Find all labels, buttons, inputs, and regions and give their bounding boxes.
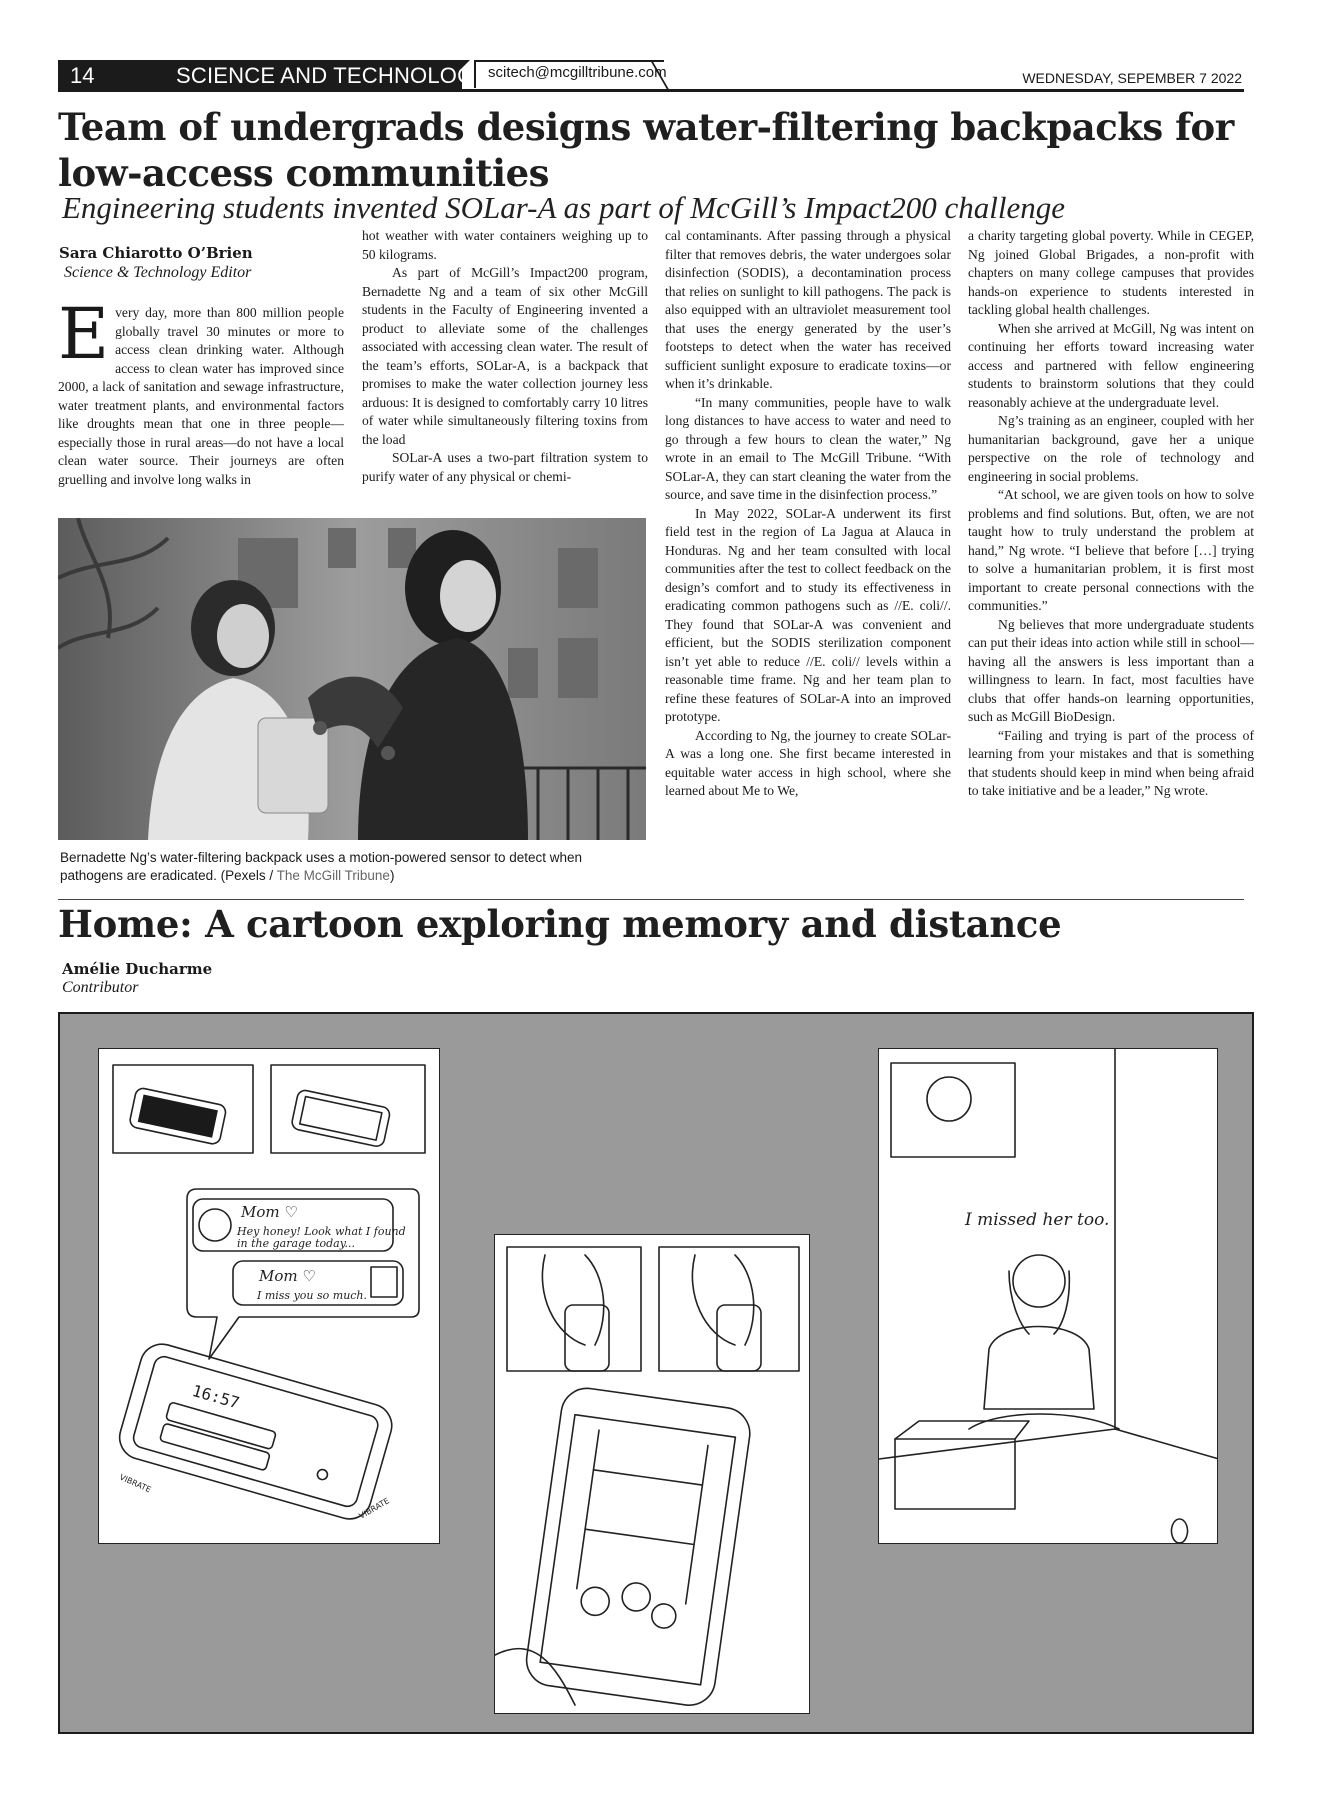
paragraph: When she arrived at McGill, Ng was intent on continuing her efforts toward increasing water access and partnered with fellow engineering students to brainstorm solutions that they could reasonably achieve at the undergraduate level. <box>968 320 1254 410</box>
article-author-role: Science & Technology Editor <box>64 264 252 281</box>
article-column-2 <box>362 227 648 486</box>
cartoon-panel-2 <box>494 1234 810 1714</box>
vibrate-label-left: VIBRATE <box>118 1472 153 1495</box>
caption-credit: The McGill Tribune <box>276 868 390 883</box>
paragraph: very day, more than 800 million people globally travel 30 minutes or more to access clean drinking water. Although access to clean water has improved since 2000, a lack of sanitation and sewage infrastructure, water treatment plants, and environmental factors like droughts mean that one in three people—especially those in rural areas—do not have a local clean water source. Their journeys are often gruelling and involve long walks in <box>58 305 344 487</box>
section-email: scitech@mcgilltribune.com <box>488 64 667 81</box>
article-headline: Team of undergrads designs water-filtering backpacks for low-access communities <box>58 105 1234 195</box>
page-number: 14 <box>70 63 95 88</box>
paragraph: As part of McGill’s Impact200 program, Bernadette Ng and a team of six other McGill students in the Faculty of Engineering invented a product to alleviate some of the challenges associated with accessing clean water. The result of the team’s efforts, SOLar-A, is a backpack that promises to make the water collection journey less arduous: It is designed to comfortably carry 10 litres of water while simultaneously filtering toxins from the load <box>362 265 648 447</box>
photo-caption <box>60 849 646 885</box>
paragraph: “Failing and trying is part of the process of learning from your mistakes and that is something that students should keep in mind when being afraid to take initiative and be a leader,” Ng wrote. <box>968 727 1254 798</box>
issue-date: WEDNESDAY, SEPEMBER 7 2022 <box>1022 70 1242 86</box>
article-photo <box>58 518 646 840</box>
message-1-line-2: in the garage today... <box>237 1237 355 1250</box>
paragraph: In May 2022, SOLar-A underwent its first field test in the region of La Jagua at Alauca in Honduras. Ng and her team consulted with local communities after the test to collect feedback on the design’s comfort and to study its effectiveness in eradicating common pathogens such as //E. coli//. They found that SOLar-A was convenient and efficient, but the SODIS sterilization component isn’t yet able to reduce //E. coli// levels within a reasonable time frame. Ng and her team plan to refine these features of SOLar-A into an improved prototype. <box>665 505 951 724</box>
paragraph: hot weather with water containers weighing up to 50 kilograms. <box>362 228 648 262</box>
paragraph: Ng believes that more undergraduate students can put their ideas into action while still in school—having all the answers is less important than a willingness to learn. In fact, most faculties have clubs that offer hands-on learning opportunities, such as McGill BioDesign. <box>968 616 1254 724</box>
cartoon-panel-1 <box>98 1048 440 1544</box>
article-deck: Engineering students invented SOLar-A as part of McGill’s Impact200 challenge <box>62 190 1066 225</box>
paragraph: “In many communities, people have to walk long distances to have access to water and need to go through a few hours to clean the water,” Ng wrote in an email to The McGill Tribune. “With SOLar-A, they can start cleaning the water from the source, and save time in the disinfection process.” <box>665 394 951 502</box>
section-title: SCIENCE AND TECHNOLOGY <box>176 63 490 88</box>
panel-3-drawing <box>879 1049 1218 1544</box>
caption-text: Bernadette Ng’s water-filtering backpack uses a motion-powered sensor to detect when pathogens are eradicated. (Pexels / <box>60 850 583 883</box>
header-rule <box>58 89 1244 92</box>
article-column-4 <box>968 227 1254 801</box>
article-author: Sara Chiarotto O’Brien <box>59 244 253 262</box>
paragraph: According to Ng, the journey to create SOLar-A was a long one. She first became interested in equitable water access in high school, where she learned about Me to We, <box>665 727 951 798</box>
paragraph: SOLar-A uses a two-part filtration system to purify water of any physical or chemi- <box>362 450 648 484</box>
panel-1-drawing <box>99 1049 440 1544</box>
cartoon-author-role: Contributor <box>62 979 139 996</box>
message-2-text: I miss you so much. <box>257 1289 368 1302</box>
phone-clock: 16:57 <box>190 1380 242 1413</box>
message-2-sender: Mom ♡ <box>259 1267 316 1285</box>
photo-illustration <box>58 518 646 840</box>
cartoon-panel-3 <box>878 1048 1218 1544</box>
drop-cap: E <box>58 293 110 375</box>
panel-2-drawing <box>495 1235 810 1714</box>
paragraph: “At school, we are given tools on how to solve problems and find solutions. But, often, we are not taught how to truly understand the problem at hand,” Ng wrote. “I believe that before […] trying to solve a humanitarian problem, it is first most important to create personal connections with the communities.” <box>968 487 1254 613</box>
message-1-sender: Mom ♡ <box>241 1203 298 1221</box>
paragraph: cal contaminants. After passing through a physical filter that removes debris, the water undergoes solar disinfection (SODIS), a decontamination process that relies on sunlight to kill pathogens. The pack is also equipped with an ultraviolet measurement tool that uses the energy generated by the user’s footsteps to detect when the water has received sufficient sunlight exposure to eradicate toxins—or when it’s drinkable. <box>665 228 951 391</box>
cartoon-headline: Home: A cartoon exploring memory and distance <box>58 902 1062 946</box>
cartoon-strip <box>58 1012 1254 1734</box>
paragraph: Ng’s training as an engineer, coupled with her humanitarian background, gave her a unique perspective on the role of technology and engineering in social problems. <box>968 413 1254 484</box>
panel-3-caption: I missed her too. <box>965 1210 1110 1230</box>
vibrate-label-right: VIBRATE <box>357 1496 391 1521</box>
cartoon-author: Amélie Ducharme <box>62 960 213 978</box>
article-column-1 <box>58 293 344 489</box>
section-divider <box>58 899 1244 900</box>
article-column-3 <box>665 227 951 801</box>
caption-close: ) <box>389 868 395 883</box>
paragraph: a charity targeting global poverty. While in CEGEP, Ng joined Global Brigades, a non-profit with chapters on many college campuses that provides hands-on experience to students interested in tackling global health challenges. <box>968 228 1254 317</box>
message-1-line-1: Hey honey! Look what I found <box>237 1225 406 1238</box>
